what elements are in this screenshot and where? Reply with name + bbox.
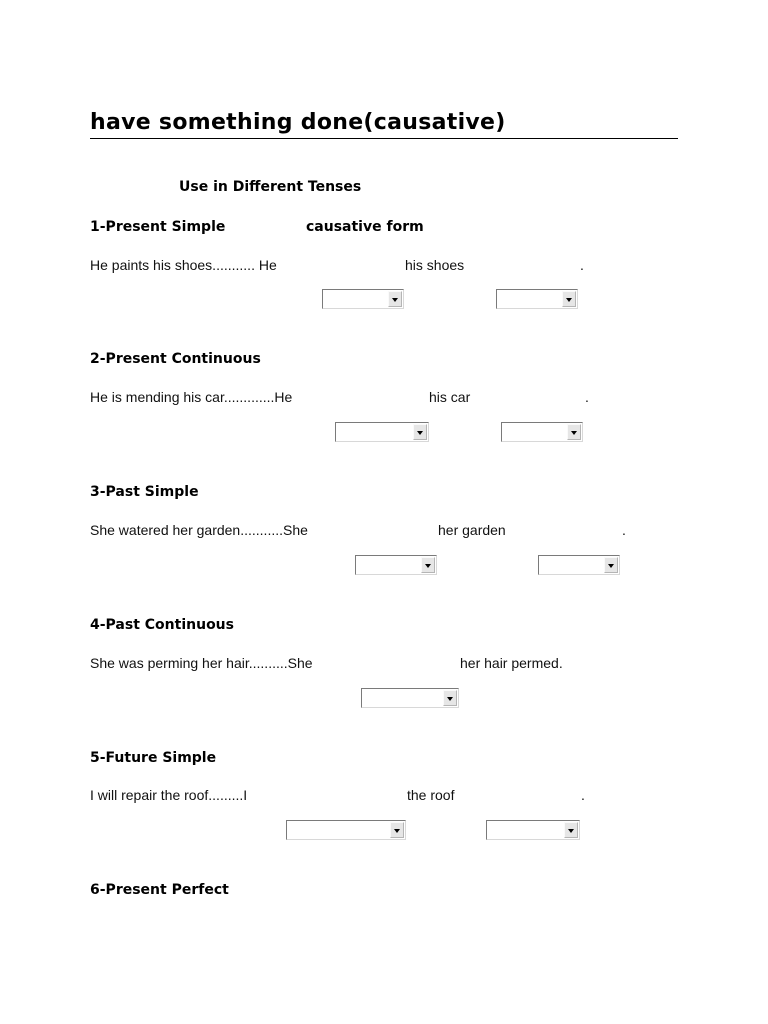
title-underline bbox=[90, 138, 678, 139]
sentence-prompt-present-continuous: He is mending his car.............He bbox=[90, 389, 293, 405]
sentence-middle-future-simple: the roof bbox=[407, 787, 455, 803]
document-title: have something done(causative) bbox=[90, 110, 506, 135]
sentence-middle-past-simple: her garden bbox=[438, 522, 506, 538]
chevron-down-icon[interactable] bbox=[562, 291, 576, 307]
causative-form-heading: causative form bbox=[306, 219, 424, 235]
chevron-down-icon[interactable] bbox=[604, 557, 618, 573]
section-heading-present-simple: 1-Present Simple bbox=[90, 219, 226, 235]
chevron-down-icon[interactable] bbox=[567, 424, 581, 440]
section-heading-present-continuous: 2-Present Continuous bbox=[90, 351, 261, 367]
sentence-prompt-present-simple: He paints his shoes........... He bbox=[90, 257, 277, 273]
sentence-middle-present-continuous: his car bbox=[429, 389, 471, 405]
answer-dropdown-5b[interactable] bbox=[486, 820, 580, 840]
chevron-down-icon[interactable] bbox=[390, 822, 404, 838]
answer-dropdown-1a[interactable] bbox=[322, 289, 404, 309]
chevron-down-icon[interactable] bbox=[413, 424, 427, 440]
sentence-prompt-past-simple: She watered her garden...........She bbox=[90, 522, 308, 538]
answer-dropdown-2b[interactable] bbox=[501, 422, 583, 442]
sentence-end-present-simple: . bbox=[580, 257, 584, 273]
chevron-down-icon[interactable] bbox=[388, 291, 402, 307]
answer-dropdown-3b[interactable] bbox=[538, 555, 620, 575]
sentence-prompt-past-continuous: She was perming her hair..........She bbox=[90, 655, 313, 671]
sentence-middle-present-simple: his shoes bbox=[405, 257, 465, 273]
section-heading-future-simple: 5-Future Simple bbox=[90, 750, 217, 766]
section-heading-past-simple: 3-Past Simple bbox=[90, 484, 199, 500]
chevron-down-icon[interactable] bbox=[443, 690, 457, 706]
subtitle: Use in Different Tenses bbox=[179, 179, 362, 195]
sentence-end-future-simple: . bbox=[581, 787, 585, 803]
answer-dropdown-4a[interactable] bbox=[361, 688, 459, 708]
answer-dropdown-5a[interactable] bbox=[286, 820, 406, 840]
sentence-middle-past-continuous: her hair permed. bbox=[460, 655, 563, 671]
sentence-prompt-future-simple: I will repair the roof.........I bbox=[90, 787, 248, 803]
sentence-end-past-simple: . bbox=[622, 522, 626, 538]
answer-dropdown-1b[interactable] bbox=[496, 289, 578, 309]
section-heading-past-continuous: 4-Past Continuous bbox=[90, 617, 234, 633]
chevron-down-icon[interactable] bbox=[421, 557, 435, 573]
section-heading-present-perfect: 6-Present Perfect bbox=[90, 882, 229, 898]
answer-dropdown-2a[interactable] bbox=[335, 422, 429, 442]
answer-dropdown-3a[interactable] bbox=[355, 555, 437, 575]
sentence-end-present-continuous: . bbox=[585, 389, 589, 405]
chevron-down-icon[interactable] bbox=[564, 822, 578, 838]
